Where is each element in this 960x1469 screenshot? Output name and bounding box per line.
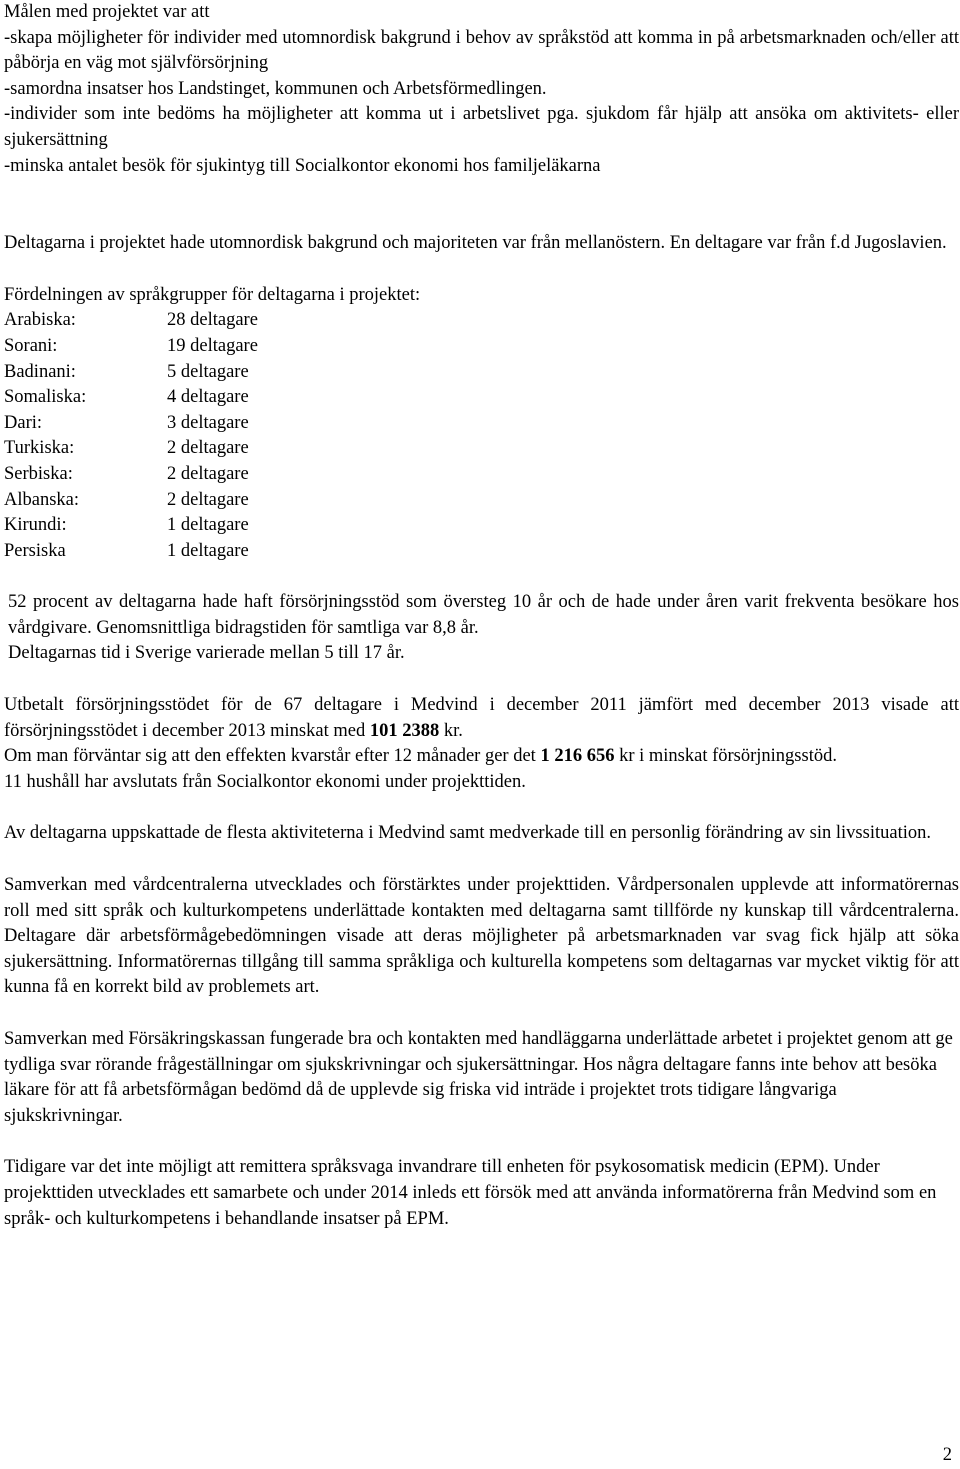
goal-item: -skapa möjligheter för individer med utomnordisk bakgrund i behov av språkstöd att komma in på arbetsmarknaden och/eller att påbörja en väg mot självförsörjning bbox=[4, 27, 959, 74]
language-row bbox=[4, 436, 959, 462]
language-row bbox=[4, 513, 959, 539]
language-count: 1 deltagare bbox=[167, 540, 249, 561]
language-list bbox=[4, 308, 959, 564]
goal-item: -samordna insatser hos Landstinget, kommunen och Arbetsförmedlingen. bbox=[4, 78, 547, 99]
projection-amount: 1 216 656 bbox=[540, 746, 615, 767]
language-name: Arabiska: bbox=[4, 310, 76, 331]
language-row bbox=[4, 539, 959, 565]
page-number: 2 bbox=[942, 1445, 952, 1465]
payments-paragraph: Utbetalt försörjningsstödet för de 67 deltagare i Medvind i december 2011 jämfört med december 2013 visade att försörjningsstödet i december 2013 minskat med 101 2388 kr. bbox=[4, 695, 959, 741]
goal-item: -minska antalet besök för sjukintyg till Socialkontor ekonomi hos familjeläkarna bbox=[4, 155, 601, 176]
activities-paragraph: Av deltagarna uppskattade de flesta aktiviteterna i Medvind samt medverkade till en personlig förändring av sin livssituation. bbox=[4, 823, 931, 844]
healthcare-paragraph: Samverkan med vårdcentralerna utvecklades och förstärktes under projekttiden. Vårdpersonalen upplevde att informatörernas roll med sitt språk och kulturkompetens underlättade kontakten med deltagarna samt tillförde ny kunskap till vårdcentralerna. Deltagare där arbetsförmågebedömningen visade att deras möjligheter på arbetsmarknaden var svag fick hjälp att söka sjukersättning. Informatörernas tillgång till samma språkliga och kulturella kompetens som deltagarnas var mycket viktig för att kunna få en korrekt bild av problemets art. bbox=[4, 875, 959, 998]
support-paragraph: 52 procent av deltagarna hade haft försörjningsstöd som översteg 10 år och de hade under åren varit frekventa besökare hos vårdgivare. Genomsnittliga bidragstiden för samtliga var 8,8 år. bbox=[8, 592, 959, 638]
language-count: 4 deltagare bbox=[167, 387, 249, 408]
language-row bbox=[4, 360, 959, 386]
language-name: Somaliska: bbox=[4, 387, 87, 408]
document-page bbox=[4, 0, 959, 1232]
language-count: 2 deltagare bbox=[167, 489, 249, 510]
language-name: Serbiska: bbox=[4, 463, 73, 484]
language-row bbox=[4, 308, 959, 334]
language-count: 2 deltagare bbox=[167, 438, 249, 459]
reduction-amount: 101 2388 bbox=[369, 720, 440, 741]
language-count: 28 deltagare bbox=[167, 310, 258, 331]
language-count: 3 deltagare bbox=[167, 412, 249, 433]
support-duration: Deltagarnas tid i Sverige varierade mellan 5 till 17 år. bbox=[8, 643, 405, 664]
language-name: Sorani: bbox=[4, 335, 58, 356]
language-name: Kirundi: bbox=[4, 515, 67, 536]
languages-intro: Fördelningen av språkgrupper för deltagarna i projektet: bbox=[4, 284, 421, 305]
language-row bbox=[4, 411, 959, 437]
language-name: Turkiska: bbox=[4, 438, 75, 459]
language-row bbox=[4, 385, 959, 411]
goal-item: -individer som inte bedöms ha möjligheter att komma ut i arbetslivet pga. sjukdom får hjälp att ansöka om aktivitets- eller sjukersättning bbox=[4, 104, 959, 150]
language-count: 1 deltagare bbox=[167, 515, 249, 536]
households-paragraph: 11 hushåll har avslutats från Socialkontor ekonomi under projekttiden. bbox=[4, 771, 526, 792]
language-name: Persiska bbox=[4, 540, 66, 561]
insurance-paragraph: Samverkan med Försäkringskassan fungerade bra och kontakten med handläggarna underlättade arbetet i projektet genom att ge tydliga svar rörande frågeställningar om sjukskrivningar och sjukersättningar. Hos några deltagare fanns inte behov att besöka läkare för att få arbetsförmågan bedömd då de upplevde sig friska vid inträde i projektet trots tidigare långvariga sjukskrivningar. bbox=[4, 1029, 953, 1126]
language-row bbox=[4, 334, 959, 360]
language-row bbox=[4, 488, 959, 514]
language-row bbox=[4, 462, 959, 488]
language-count: 19 deltagare bbox=[167, 335, 258, 356]
projection-paragraph: Om man förväntar sig att den effekten kvarstår efter 12 månader ger det 1 216 656 kr i minskat försörjningsstöd. bbox=[4, 746, 837, 767]
goals-heading: Målen med projektet var att bbox=[4, 2, 210, 22]
language-name: Albanska: bbox=[4, 489, 80, 510]
language-name: Dari: bbox=[4, 412, 43, 433]
participants-background: Deltagarna i projektet hade utomnordisk bakgrund och majoriteten var från mellanöstern. En deltagare var från f.d Jugoslavien. bbox=[4, 233, 947, 254]
epm-paragraph: Tidigare var det inte möjligt att remittera språksvaga invandrare till enheten för psykosomatisk medicin (EPM). Under projekttiden utvecklades ett samarbete och under 2014 inleds ett försök med att använda informatörerna från Medvind som en språk- och kulturkompetens i behandlande insatser på EPM. bbox=[4, 1157, 937, 1229]
language-count: 5 deltagare bbox=[167, 361, 249, 382]
language-name: Badinani: bbox=[4, 361, 76, 382]
language-count: 2 deltagare bbox=[167, 463, 249, 484]
